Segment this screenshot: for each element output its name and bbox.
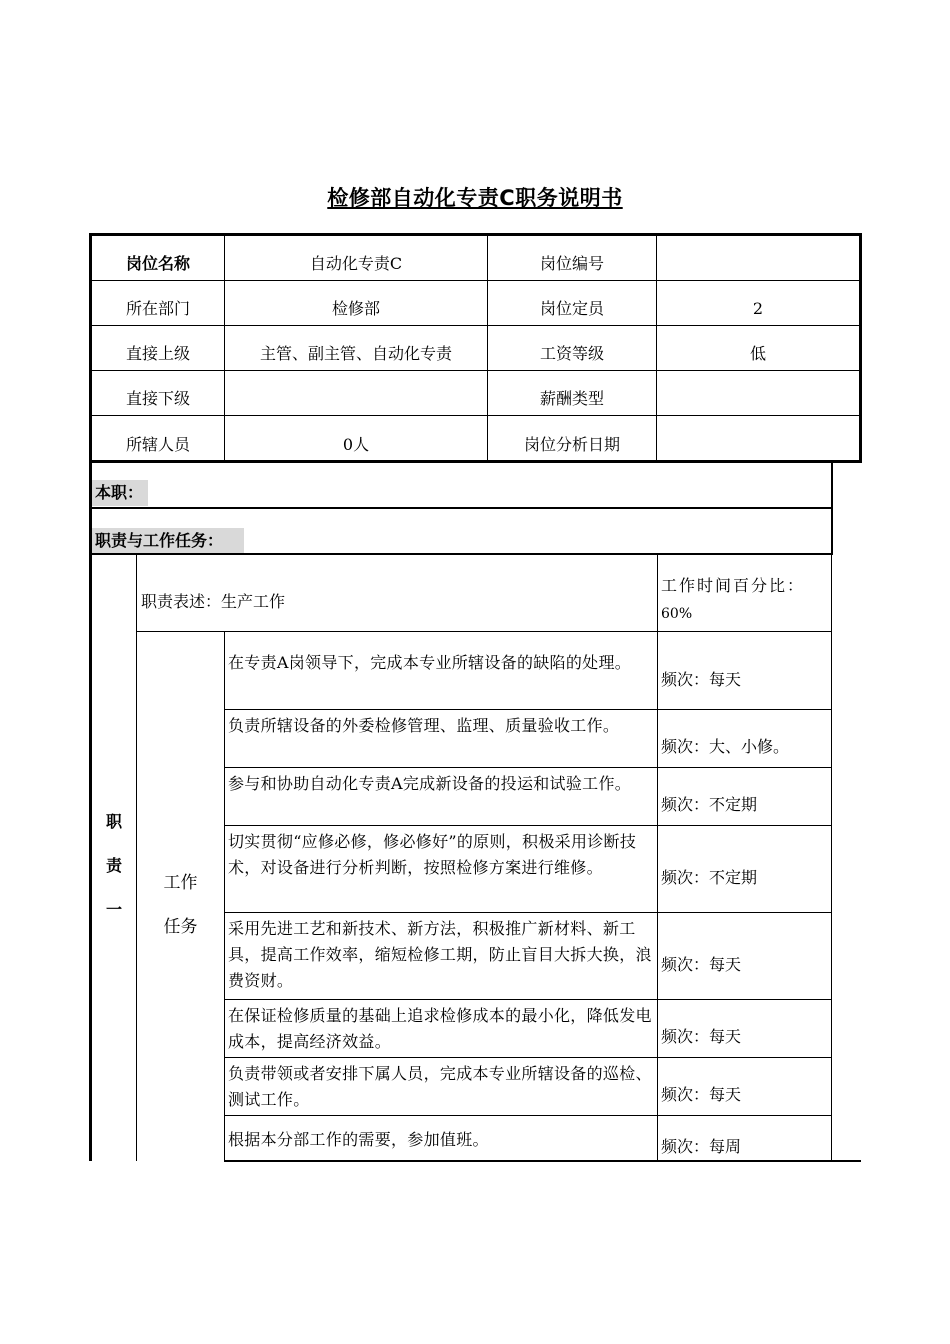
department-value: 检修部 [331,299,380,318]
table-grid [224,1115,832,1116]
duty-side-char: 责 [105,856,122,875]
table-grid [136,631,832,632]
table-grid [224,912,832,913]
task-text: 采用先进工艺和新技术、新方法，积极推广新材料、新工具，提高工作效率，缩短检修工期，防止盲目大拆大换，浪费资财。 [228,919,652,990]
task-text: 参与和协助自动化专责A完成新设备的投运和试验工作。 [228,774,632,793]
direct-subordinate-value [225,383,487,415]
position-name-value: 自动化专责C [309,254,403,273]
headcount-value: 2 [752,299,764,318]
task-text: 在专责A岗领导下，完成本专业所辖设备的缺陷的处理。 [228,653,632,672]
table-border [89,553,833,555]
task-frequency: 频次：每天 [661,1027,742,1046]
table-grid [224,709,832,710]
direct-superior-value: 主管、副主管、自动化专责 [259,344,452,363]
table-border [89,507,833,509]
task-text: 根据本分部工作的需要，参加值班。 [228,1130,489,1149]
benzhi-label: 本职： [95,483,144,502]
duty-statement: 职责表述：生产工作 [141,592,286,611]
table-grid [224,825,832,826]
department-label: 所在部门 [125,299,190,318]
salary-grade-value: 低 [749,344,766,363]
salary-grade-label: 工资等级 [539,344,604,363]
staff-count-value: 0人 [342,435,370,454]
percent-label: 工作时间百分比： [661,576,806,595]
position-code-value [657,248,859,280]
task-text: 负责带领或者安排下属人员，完成本专业所辖设备的巡检、测试工作。 [228,1064,652,1109]
position-name-label: 岗位名称 [125,254,190,273]
compensation-type-value [657,383,859,415]
table-grid [91,280,860,281]
task-text: 切实贯彻“应修必修，修必修好”的原则，积极采用诊断技术，对设备进行分析判断，按照检修方案进行维修。 [228,832,637,877]
table-grid [224,999,832,1000]
task-frequency: 频次：每天 [661,670,742,689]
task-frequency: 频次：每天 [661,955,742,974]
table-border [859,233,862,463]
task-label-line: 任务 [163,917,198,937]
position-code-label: 岗位编号 [539,254,604,273]
task-frequency: 频次：每周 [661,1137,742,1156]
task-text: 负责所辖设备的外委检修管理、监理、质量验收工作。 [228,716,620,735]
task-frequency: 频次：不定期 [661,795,758,814]
table-grid [91,370,860,371]
headcount-label: 岗位定员 [539,299,604,318]
table-grid [91,325,860,326]
duty-side-label [92,800,136,940]
task-label-line: 工作 [163,873,198,893]
analysis-date-label: 岗位分析日期 [523,435,620,454]
staff-count-label: 所辖人员 [125,435,190,454]
table-border [831,555,832,1161]
table-border [89,233,862,236]
table-border [89,233,92,1161]
duty-percent [658,570,831,630]
task-label [137,866,224,946]
task-frequency: 频次：大、小修。 [661,737,790,756]
table-grid [91,415,860,416]
direct-superior-label: 直接上级 [125,344,190,363]
duty-side-char: 一 [105,900,122,919]
duty-side-char: 职 [105,812,122,831]
table-grid [657,555,658,1161]
percent-value: 60% [661,606,693,622]
task-frequency: 频次：每天 [661,1085,742,1104]
task-frequency: 频次：不定期 [661,868,758,887]
table-grid [136,555,137,1161]
table-grid [224,767,832,768]
direct-subordinate-label: 直接下级 [125,389,190,408]
duties-label: 职责与工作任务： [95,531,224,550]
table-grid [224,1057,832,1058]
compensation-type-label: 薪酬类型 [539,389,604,408]
document-title: 检修部自动化专责C职务说明书 [327,186,623,210]
analysis-date-value [657,429,859,461]
task-text: 在保证检修质量的基础上追求检修成本的最小化，降低发电成本，提高经济效益。 [228,1006,652,1051]
